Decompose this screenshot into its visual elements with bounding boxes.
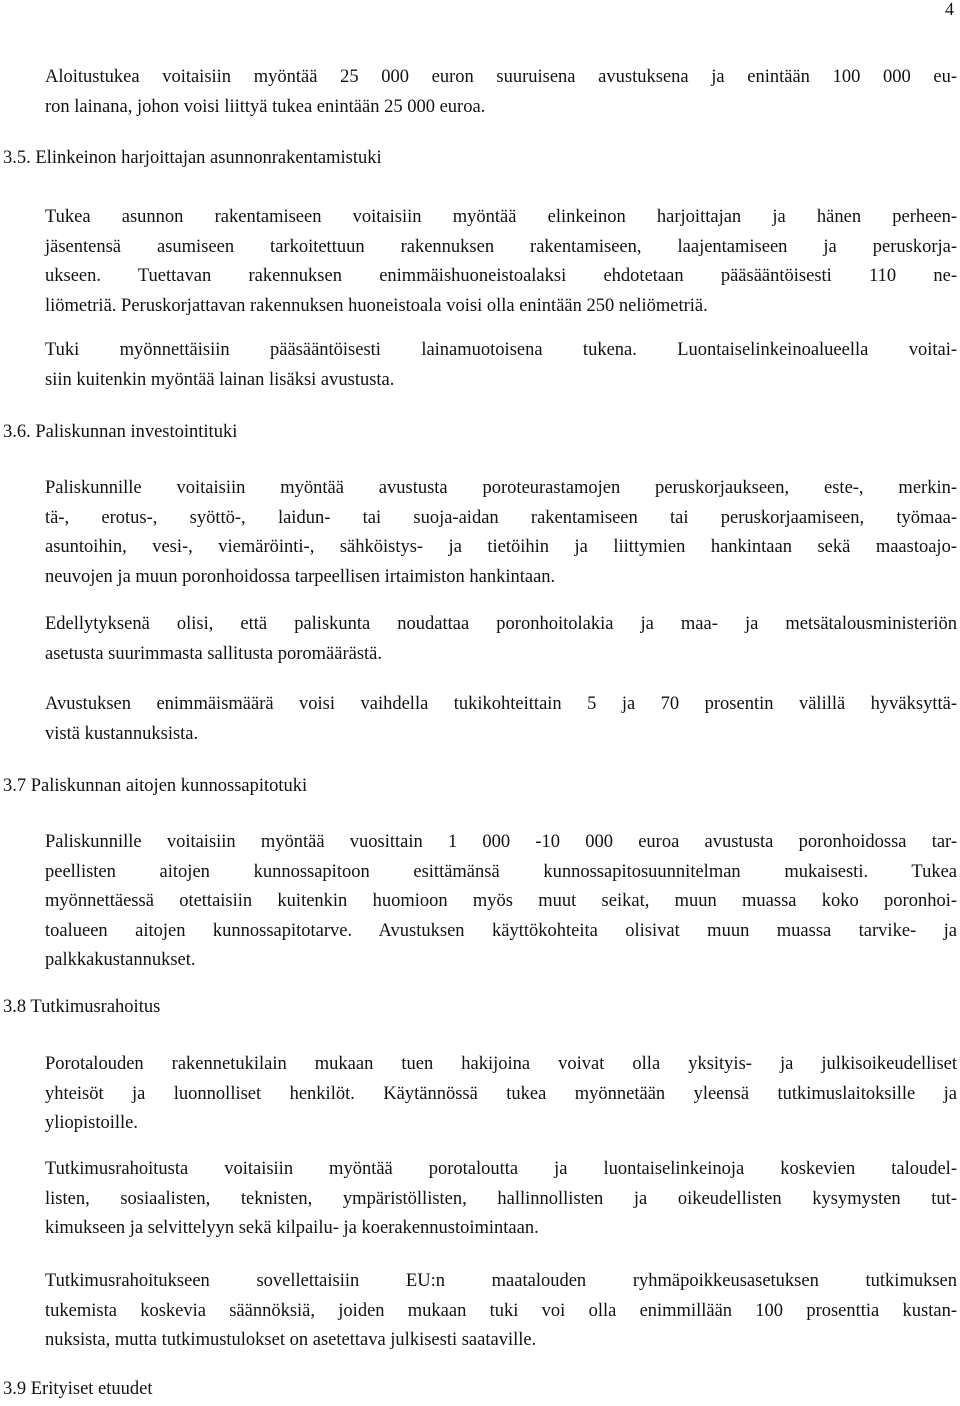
paragraph-line: yliopistoille. xyxy=(45,1113,139,1133)
paragraph-line: ukseen. Tuettavan rakennuksen enimmäishuoneistoalaksi ehdotetaan pääsääntöisesti 110 ne- xyxy=(45,266,957,286)
section-3-6-paragraph-1 xyxy=(45,474,957,592)
paragraph-line: toalueen aitojen kunnossapitotarve. Avustuksen käyttökohteita olisivat muun muassa tarvike- ja xyxy=(45,920,957,941)
section-heading-3-7: 3.7 Paliskunnan aitojen kunnossapitotuki xyxy=(3,776,308,796)
paragraph-line: tä-, erotus-, syöttö-, laidun- tai suoja-aidan rakentamiseen tai peruskorjaamiseen, työmaa- xyxy=(45,507,957,528)
paragraph-line: Avustuksen enimmäismäärä voisi vaihdella tukikohteittain 5 ja 70 prosentin välillä hyväksyttä- xyxy=(45,694,957,714)
paragraph-line: Porotalouden rakennetukilain mukaan tuen hakijoina voivat olla yksityis- ja julkisoikeudelliset xyxy=(45,1054,957,1074)
paragraph-line: Tuki myönnettäisiin pääsääntöisesti lainamuotoisena tukena. Luontaiselinkeinoalueella voitai- xyxy=(45,340,957,360)
section-heading-3-8: 3.8 Tutkimusrahoitus xyxy=(3,997,161,1017)
section-3-6-paragraph-2 xyxy=(45,610,957,669)
section-3-6-paragraph-3 xyxy=(45,690,957,749)
paragraph-line: Aloitustukea voitaisiin myöntää 25 000 euron suuruisena avustuksena ja enintään 100 000 eu- xyxy=(45,67,957,87)
paragraph-line: siin kuitenkin myöntää lainan lisäksi avustusta. xyxy=(45,369,395,390)
paragraph-line: peellisten aitojen kunnossapitoon esittämänsä kunnossapitosuunnitelman mukaisesti. Tukea xyxy=(45,861,957,882)
paragraph-line: ron lainana, johon voisi liittyä tukea enintään 25 000 euroa. xyxy=(45,96,486,117)
section-3-8-paragraph-3 xyxy=(45,1267,957,1356)
section-heading-3-5: 3.5. Elinkeinon harjoittajan asunnonrakentamistuki xyxy=(3,148,382,168)
paragraph-line: asetusta suurimmasta sallitusta poromäärästä. xyxy=(45,643,383,664)
paragraph-line: kimukseen ja selvittelyyn sekä kilpailu- ja koerakennustoimintaan. xyxy=(45,1218,539,1238)
paragraph-line: myönnettäessä otettaisiin kuitenkin huomioon myös muut seikat, muun muassa koko poronhoi- xyxy=(45,891,957,911)
section-heading-3-6: 3.6. Paliskunnan investointituki xyxy=(3,422,238,442)
section-3-7-paragraph-1 xyxy=(45,828,957,976)
paragraph-line: Tukea asunnon rakentamiseen voitaisiin myöntää elinkeinon harjoittajan ja hänen perheen- xyxy=(45,207,957,227)
section-3-5-paragraph-1 xyxy=(45,203,957,321)
paragraph-line: Edellytyksenä olisi, että paliskunta noudattaa poronhoitolakia ja maa- ja metsätalousministeriön xyxy=(45,614,957,634)
section-3-5-paragraph-2 xyxy=(45,336,957,395)
paragraph-line: listen, sosiaalisten, teknisten, ympäristöllisten, hallinnollisten ja oikeudellisten kysymysten tut- xyxy=(45,1188,957,1209)
paragraph-line: neuvojen ja muun poronhoidossa tarpeellisen irtaimiston hankintaan. xyxy=(45,566,556,587)
paragraph-line: palkkakustannukset. xyxy=(45,950,196,970)
paragraph-line: Paliskunnille voitaisiin myöntää vuosittain 1 000 -10 000 euroa avustusta poronhoidossa tar- xyxy=(45,832,957,852)
paragraph-line: Paliskunnille voitaisiin myöntää avustusta poroteurastamojen peruskorjaukseen, este-, merkin- xyxy=(45,478,957,498)
section-heading-3-9: 3.9 Erityiset etuudet xyxy=(3,1379,153,1399)
paragraph-line: Tutkimusrahoitukseen sovellettaisiin EU:n maatalouden ryhmäpoikkeusasetuksen tutkimuksen xyxy=(45,1271,957,1291)
intro-paragraph xyxy=(45,63,957,122)
paragraph-line: asuntoihin, vesi-, viemäröinti-, sähköistys- ja tietöihin ja liittymien hankintaan sekä maastoajo- xyxy=(45,537,957,557)
paragraph-line: jäsentensä asumiseen tarkoitettuun rakennuksen rakentamiseen, laajentamiseen ja peruskorja- xyxy=(45,236,957,257)
paragraph-line: vistä kustannuksista. xyxy=(45,723,199,744)
paragraph-line: tukemista koskevia säännöksiä, joiden mukaan tuki voi olla enimmillään 100 prosenttia kustan- xyxy=(45,1300,957,1321)
page-number: 4 xyxy=(945,0,954,19)
paragraph-line: Tutkimusrahoitusta voitaisiin myöntää porotaloutta ja luontaiselinkeinoja koskevien taloudel- xyxy=(45,1159,957,1179)
section-3-8-paragraph-1 xyxy=(45,1050,957,1139)
paragraph-line: liömetriä. Peruskorjattavan rakennuksen huoneistoala voisi olla enintään 250 neliömetriä. xyxy=(45,295,708,316)
section-3-8-paragraph-2 xyxy=(45,1155,957,1244)
paragraph-line: nuksista, mutta tutkimustulokset on asetettava julkisesti saataville. xyxy=(45,1330,537,1350)
paragraph-line: yhteisöt ja luonnolliset henkilöt. Käytännössä tukea myönnetään yleensä tutkimuslaitoksille ja xyxy=(45,1083,957,1104)
